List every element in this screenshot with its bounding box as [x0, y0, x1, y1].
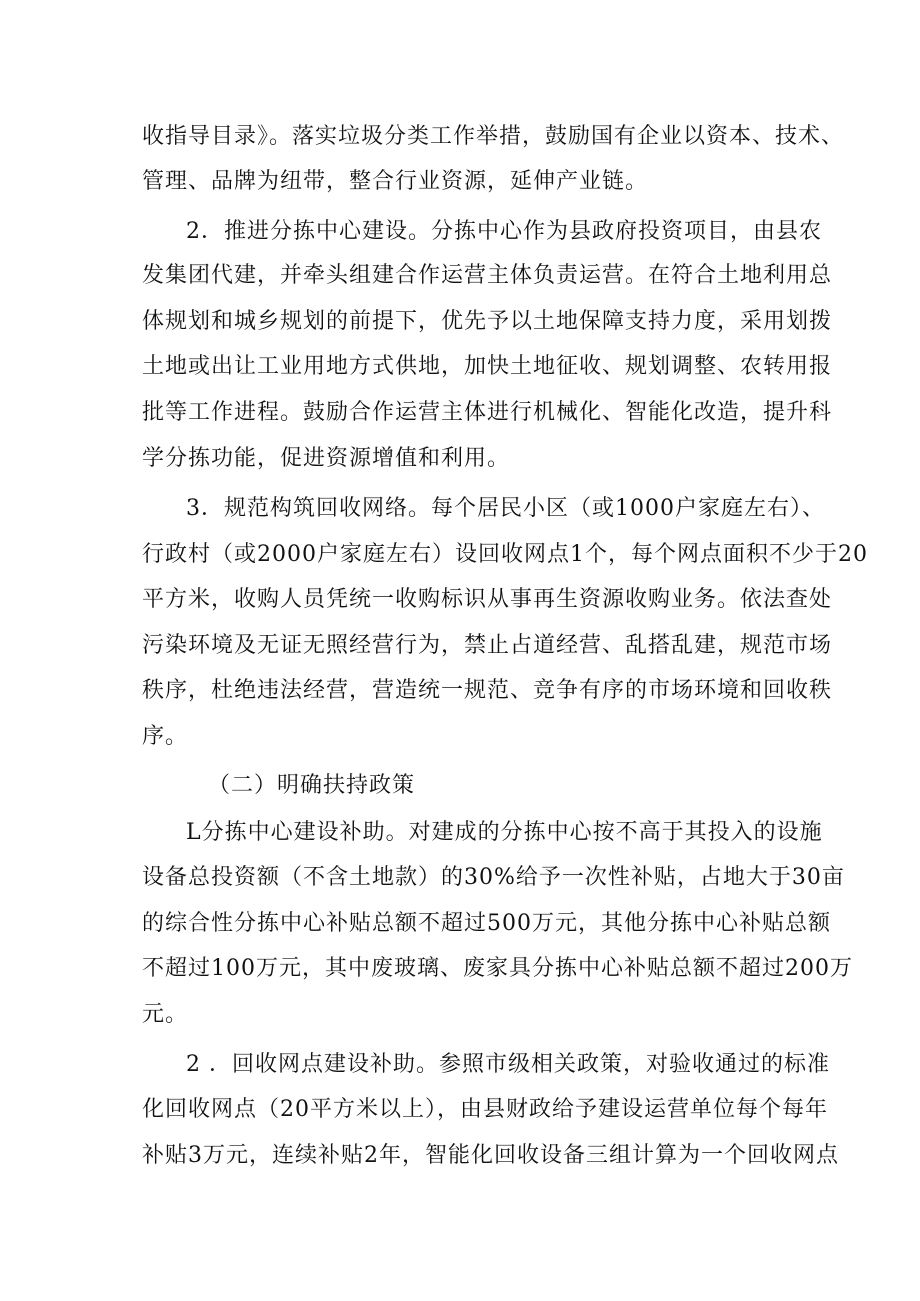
text-line: 污染环境及无证无照经营行为，禁止占道经营、乱搭乱建，规范市场	[142, 633, 833, 658]
text-line: 行政村（或2000户家庭左右）设回收网点1个，每个网点面积不少于20	[142, 542, 868, 567]
paragraph-start-item-2b: 2 ．回收网点建设补助。参照市级相关政策，对验收通过的标准	[186, 1052, 830, 1077]
text-line: 发集团代建，并牵头组建合作运营主体负责运营。在符合土地利用总	[142, 263, 833, 288]
text-line: 化回收网点（20平方米以上），由县财政给予建设运营单位每个每年	[142, 1097, 828, 1122]
text-line: 管理、品牌为纽带，整合行业资源，延伸产业链。	[142, 169, 649, 194]
paragraph-start-item-3: 3．规范构筑回收网络。每个居民小区（或1000户家庭左右）、	[186, 496, 825, 521]
text-line: 平方米，收购人员凭统一收购标识从事再生资源收购业务。依法查处	[142, 587, 833, 612]
text-line: 体规划和城乡规划的前提下，优先予以土地保障支持力度，采用划拨	[142, 309, 833, 334]
text-line: 秩序，杜绝违法经营，营造统一规范、竞争有序的市场环境和回收秩	[142, 678, 833, 703]
text-line: 收指导目录》。落实垃圾分类工作举措，鼓励国有企业以资本、技术、	[142, 124, 845, 149]
section-heading: （二）明确扶持政策	[208, 773, 416, 798]
text-line: 补贴3万元，连续补贴2年，智能化回收设备三组计算为一个回收网点	[142, 1143, 839, 1168]
text-line: 土地或出让工业用地方式供地，加快土地征收、规划调整、农转用报	[142, 354, 833, 379]
paragraph-start-item-1: L分拣中心建设补助。对建成的分拣中心按不高于其投入的设施	[186, 820, 823, 845]
paragraph-start-item-2: 2．推进分拣中心建设。分拣中心作为县政府投资项目，由县农	[186, 219, 822, 244]
text-line: 设备总投资额（不含土地款）的30%给予一次性补贴，占地大于30亩	[142, 865, 845, 890]
text-line: 序。	[142, 724, 189, 749]
text-line: 批等工作进程。鼓励合作运营主体进行机械化、智能化改造，提升科	[142, 400, 833, 425]
text-line: 学分拣功能，促进资源增值和利用。	[142, 446, 511, 471]
text-line: 不超过100万元，其中废玻璃、废家具分拣中心补贴总额不超过200万	[142, 956, 853, 981]
text-line: 元。	[142, 1002, 189, 1027]
text-line: 的综合性分拣中心补贴总额不超过500万元，其他分拣中心补贴总额	[142, 911, 831, 936]
